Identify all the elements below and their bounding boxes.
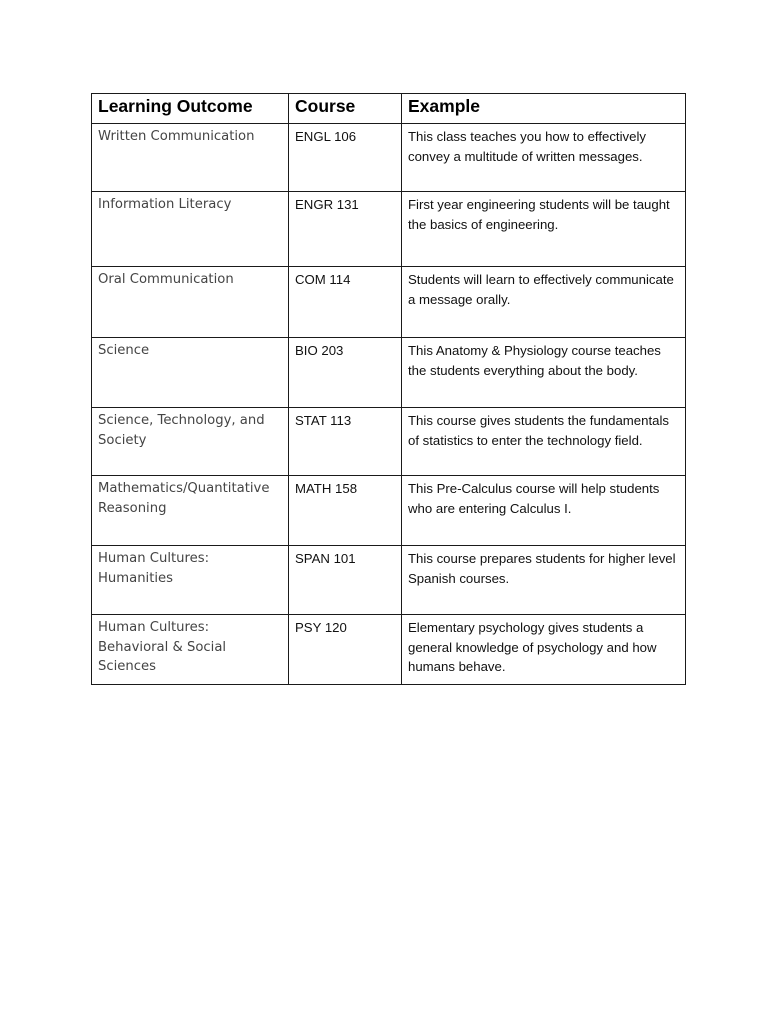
outcome-cell xyxy=(92,192,289,267)
outcome-text: Oral Communication xyxy=(98,272,234,287)
example-cell: Students will learn to effectively communicate a message orally. xyxy=(402,267,686,338)
outcome-cell xyxy=(92,267,289,338)
example-cell: This class teaches you how to effectively convey a multitude of written messages. xyxy=(402,124,686,192)
example-cell: This Anatomy & Physiology course teaches the students everything about the body. xyxy=(402,338,686,408)
outcome-text-line-1: Human Cultures: xyxy=(98,620,210,635)
outcome-cell xyxy=(92,476,289,546)
course-cell: PSY 120 xyxy=(289,615,402,685)
example-cell: Elementary psychology gives students a general knowledge of psychology and how humans behave. xyxy=(402,615,686,685)
outcome-text: Written Communication xyxy=(98,129,255,144)
outcome-cell xyxy=(92,546,289,615)
table-row xyxy=(92,546,686,615)
example-cell: This course gives students the fundamentals of statistics to enter the technology field. xyxy=(402,408,686,476)
table-body xyxy=(92,124,686,685)
course-cell: BIO 203 xyxy=(289,338,402,408)
table-row xyxy=(92,338,686,408)
example-cell: First year engineering students will be taught the basics of engineering. xyxy=(402,192,686,267)
outcome-text: Mathematics/Quantitative Reasoning xyxy=(98,481,270,516)
outcome-text-line-2: Behavioral & Social Sciences xyxy=(98,639,227,674)
header-learning-outcome: Learning Outcome xyxy=(92,94,289,124)
example-cell: This Pre-Calculus course will help students who are entering Calculus I. xyxy=(402,476,686,546)
course-cell: SPAN 101 xyxy=(289,546,402,615)
outcome-cell xyxy=(92,615,289,685)
example-cell: This course prepares students for higher level Spanish courses. xyxy=(402,546,686,615)
outcome-text-line-2: Humanities xyxy=(98,570,174,586)
learning-outcomes-table xyxy=(91,93,686,685)
course-cell: COM 114 xyxy=(289,267,402,338)
table-row xyxy=(92,476,686,546)
table-header xyxy=(92,94,686,124)
course-cell: ENGL 106 xyxy=(289,124,402,192)
table-row xyxy=(92,615,686,685)
header-row xyxy=(92,94,686,124)
course-cell: MATH 158 xyxy=(289,476,402,546)
header-course: Course xyxy=(289,94,402,124)
table-row xyxy=(92,124,686,192)
outcome-text: Science xyxy=(98,343,150,358)
course-cell: ENGR 131 xyxy=(289,192,402,267)
outcome-text: Science, Technology, and Society xyxy=(98,413,265,448)
table-row xyxy=(92,192,686,267)
header-example: Example xyxy=(402,94,686,124)
outcome-cell xyxy=(92,124,289,192)
outcome-cell xyxy=(92,338,289,408)
course-cell: STAT 113 xyxy=(289,408,402,476)
table-row xyxy=(92,408,686,476)
outcome-text: Information Literacy xyxy=(98,197,232,212)
table-row xyxy=(92,267,686,338)
outcome-cell xyxy=(92,408,289,476)
outcome-text-line-1: Human Cultures: xyxy=(98,551,210,566)
